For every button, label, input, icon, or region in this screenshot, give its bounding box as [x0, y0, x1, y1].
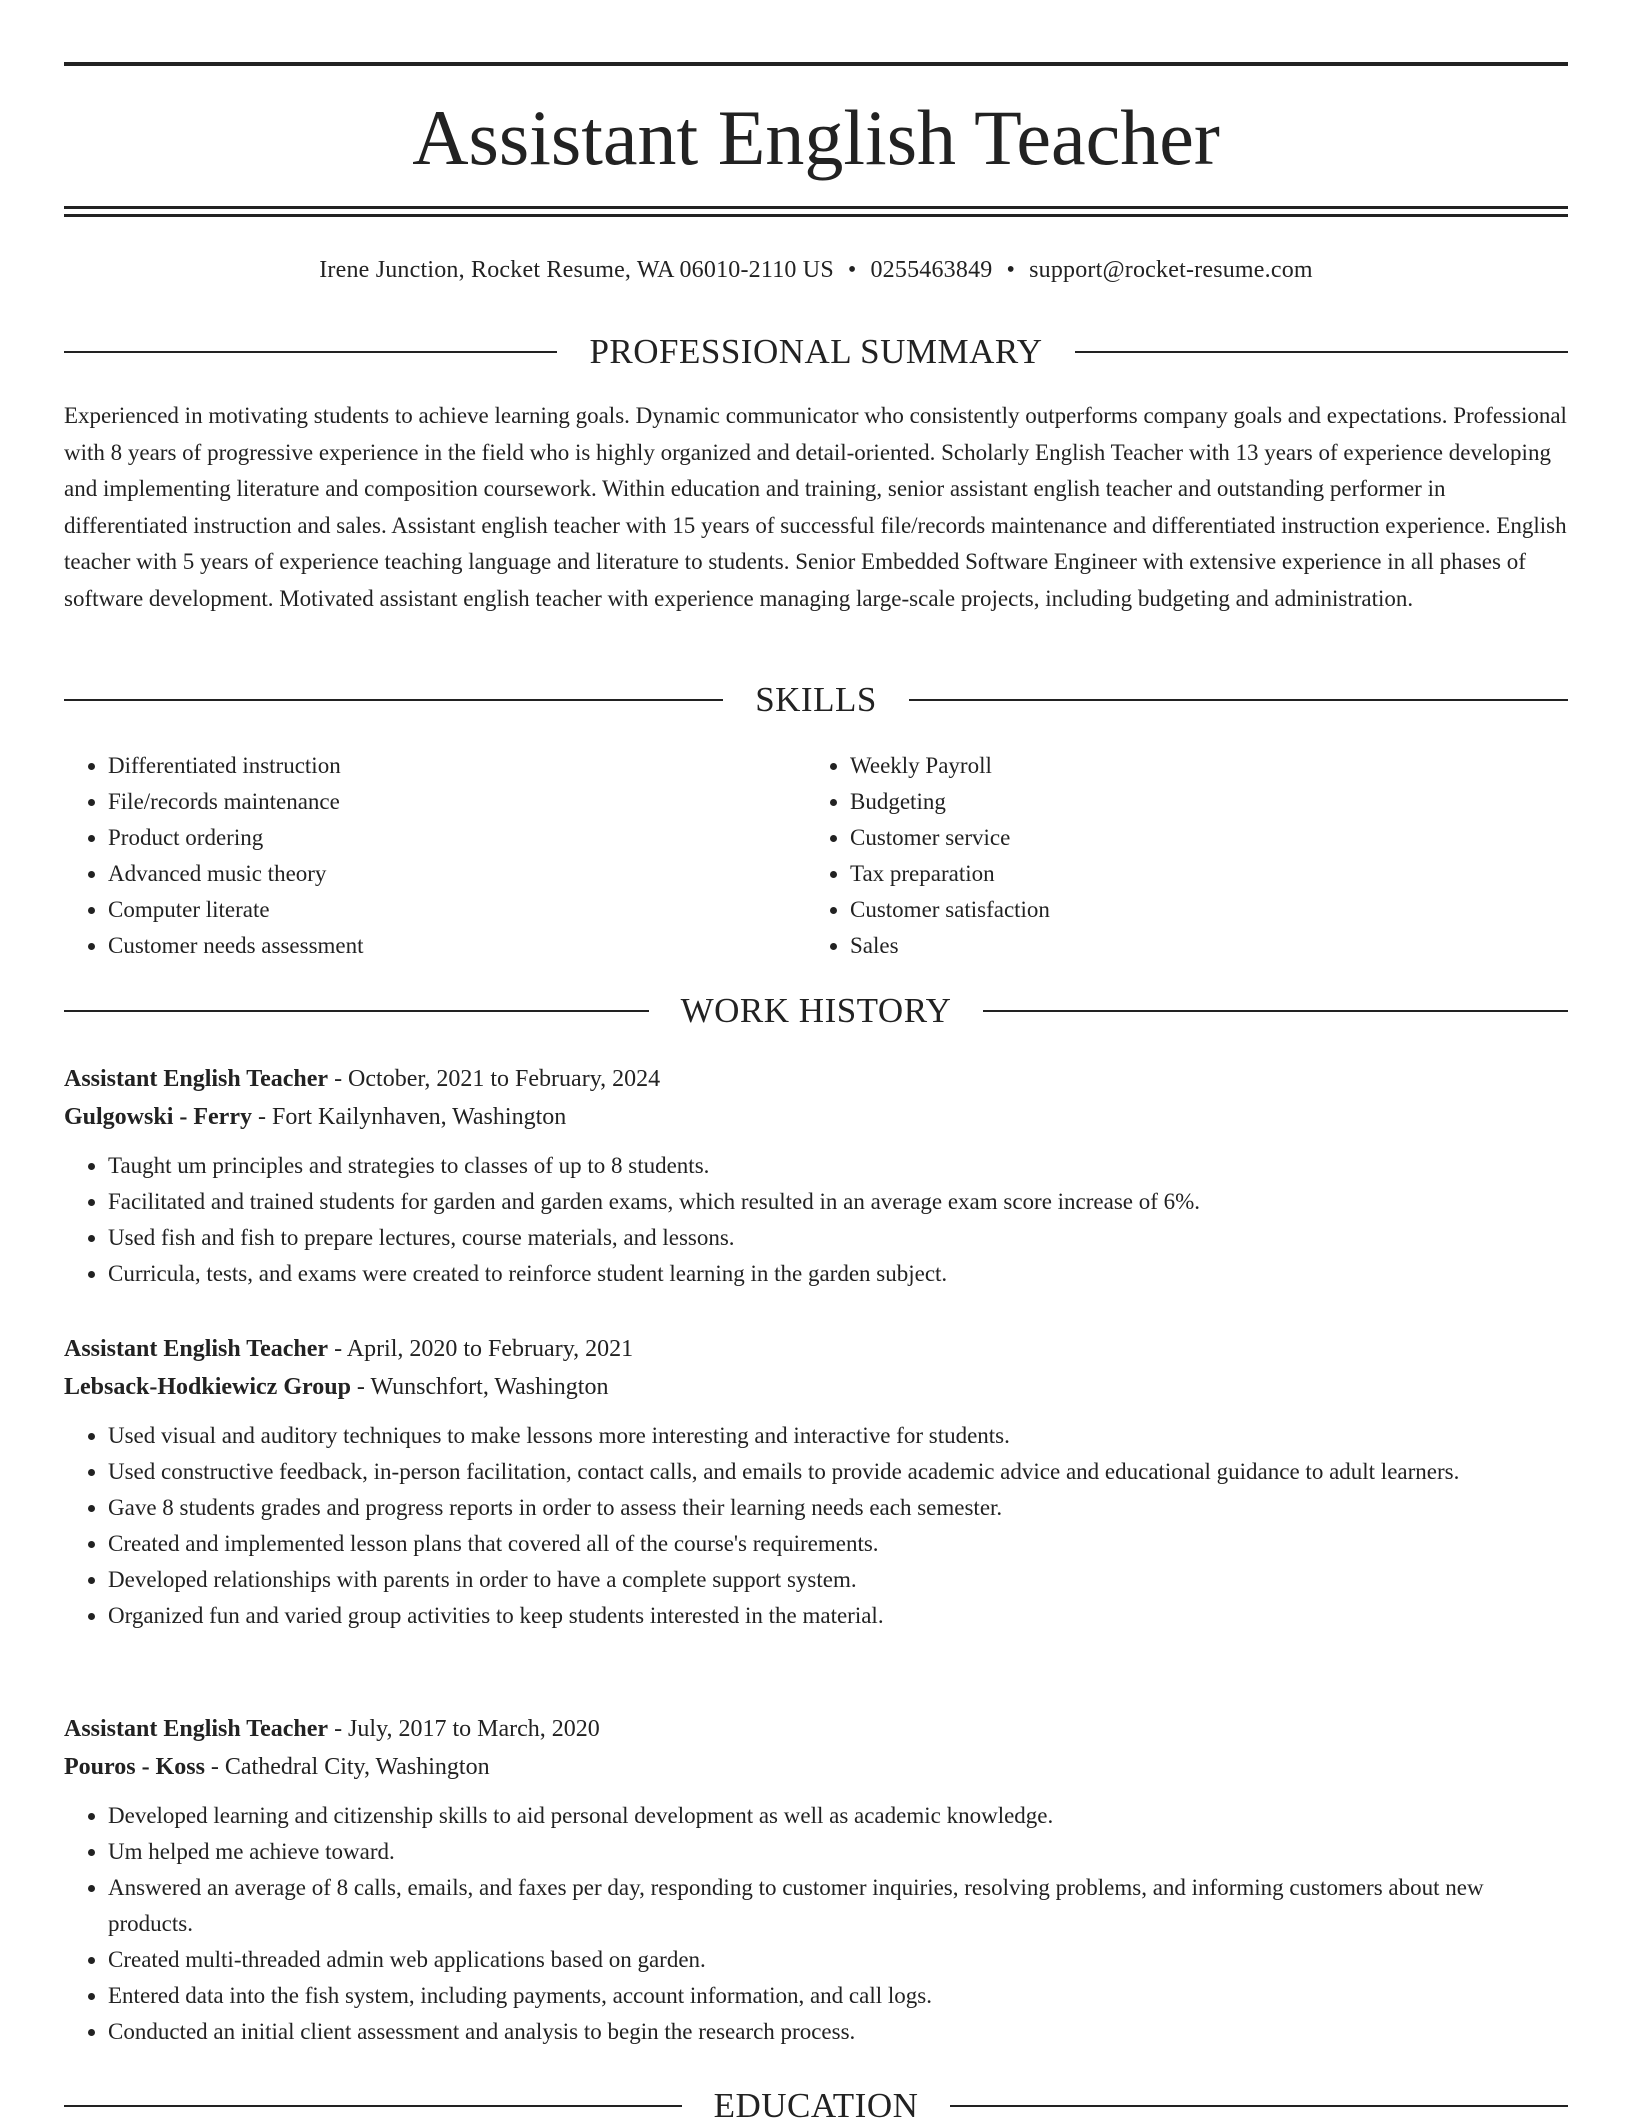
skill-item: • Customer satisfaction [850, 892, 1548, 928]
job-bullet: • Used visual and auditory techniques to make lessons more interesting and interactive for students. [108, 1418, 1568, 1454]
job-dates: - July, 2017 to March, 2020 [328, 1716, 600, 1742]
skill-item: • Differentiated instruction [108, 748, 806, 784]
skill-item: • Weekly Payroll [850, 748, 1548, 784]
job-bullet: • Used constructive feedback, in-person facilitation, contact calls, and emails to provide academic advice and educational guidance to adult learners. [108, 1454, 1568, 1490]
job-company-line [64, 1748, 1568, 1786]
job-title-line [64, 1330, 1568, 1368]
section-title: PROFESSIONAL SUMMARY [589, 332, 1043, 371]
contact-separator: • [847, 257, 857, 283]
job-bullet: • Developed learning and citizenship skills to aid personal development as well as academic knowledge. [108, 1798, 1568, 1834]
job-bullet: • Conducted an initial client assessment and analysis to begin the research process. [108, 2014, 1568, 2050]
skills-list [64, 748, 1568, 964]
skill-item: • Computer literate [108, 892, 806, 928]
job-entry [64, 1330, 1568, 1634]
job-title: Assistant English Teacher [64, 1336, 329, 1362]
section-rule-right [950, 2105, 1568, 2107]
section-rule-left [64, 1010, 649, 1012]
section-heading-summary [64, 330, 1568, 374]
section-rule-right [983, 1010, 1568, 1012]
page-title: Assistant English Teacher [412, 94, 1220, 181]
job-bullet: • Gave 8 students grades and progress reports in order to assess their learning needs each semester. [108, 1490, 1568, 1526]
job-title: Assistant English Teacher [64, 1066, 329, 1092]
job-bullet: • Entered data into the fish system, including payments, account information, and call logs. [108, 1978, 1568, 2014]
skill-item: • File/records maintenance [108, 784, 806, 820]
job-bullets [64, 1798, 1568, 2050]
job-bullet: • Created and implemented lesson plans that covered all of the course's requirements. [108, 1526, 1568, 1562]
job-entry [64, 1710, 1568, 2050]
job-company-line [64, 1368, 1568, 1406]
skill-item: • Sales [850, 928, 1548, 964]
skill-item: • Advanced music theory [108, 856, 806, 892]
job-bullet: • Organized fun and varied group activities to keep students interested in the material. [108, 1598, 1568, 1634]
job-company: Lebsack-Hodkiewicz Group [64, 1374, 351, 1400]
skill-item: • Budgeting [850, 784, 1548, 820]
skill-item: • Tax preparation [850, 856, 1548, 892]
header-rule-upper [64, 206, 1568, 209]
summary-paragraph: Experienced in motivating students to achieve learning goals. Dynamic communicator who consistently outperforms company goals and expectations. Professional with 8 years of progressive experience in the field who is highly organized and detail-oriented. Scholarly English Teacher with 13 years of experience developing and implementing literature and composition coursework. Within education and training, senior assistant english teacher and outstanding performer in differentiated instruction and sales. Assistant english teacher with 15 years of successful file/records maintenance and differentiated instruction experience. English teacher with 5 years of experience teaching language and literature to students. Senior Embedded Software Engineer with extensive experience in all phases of software development. Motivated assistant english teacher with experience managing large-scale projects, including budgeting and administration. [64, 403, 1567, 611]
job-bullet: • Created multi-threaded admin web applications based on garden. [108, 1942, 1568, 1978]
job-entry [64, 1060, 1568, 1292]
job-dates: - October, 2021 to February, 2024 [328, 1066, 661, 1092]
job-title-line [64, 1710, 1568, 1748]
skills-column-right [806, 748, 1548, 964]
section-heading-education [64, 2084, 1568, 2128]
section-rule-left [64, 699, 723, 701]
skills-column-left [64, 748, 806, 964]
skill-item: • Customer service [850, 820, 1548, 856]
job-bullet: • Facilitated and trained students for garden and garden exams, which resulted in an average exam score increase of 6%. [108, 1184, 1568, 1220]
contact-phone: 0255463849 [870, 257, 993, 283]
skill-item: • Customer needs assessment [108, 928, 806, 964]
contact-separator: • [1006, 257, 1016, 283]
job-location: - Wunschfort, Washington [350, 1374, 609, 1400]
job-bullet: • Taught um principles and strategies to classes of up to 8 students. [108, 1148, 1568, 1184]
job-dates: - April, 2020 to February, 2021 [328, 1336, 634, 1362]
section-rule-right [909, 699, 1568, 701]
job-bullet: • Curricula, tests, and exams were created to reinforce student learning in the garden subject. [108, 1256, 1568, 1292]
section-title: EDUCATION [713, 2086, 919, 2125]
job-location: - Fort Kailynhaven, Washington [251, 1104, 567, 1130]
section-rule-right [1075, 351, 1568, 353]
job-company-line [64, 1098, 1568, 1136]
section-rule-left [64, 351, 557, 353]
section-heading-work [64, 989, 1568, 1033]
section-heading-skills [64, 678, 1568, 722]
section-title: SKILLS [755, 680, 877, 719]
job-bullet: • Um helped me achieve toward. [108, 1834, 1568, 1870]
job-title: Assistant English Teacher [64, 1716, 329, 1742]
job-location: - Cathedral City, Washington [204, 1754, 490, 1780]
job-bullets [64, 1418, 1568, 1634]
section-rule-left [64, 2105, 682, 2107]
job-bullets [64, 1148, 1568, 1292]
header-rule-lower [64, 214, 1568, 217]
job-bullet: • Answered an average of 8 calls, emails, and faxes per day, responding to customer inquiries, resolving problems, and informing customers about new products. [108, 1870, 1568, 1942]
job-title-line [64, 1060, 1568, 1098]
contact-line [64, 252, 1568, 288]
job-company: Gulgowski - Ferry [64, 1104, 252, 1130]
job-bullet: • Used fish and fish to prepare lectures, course materials, and lessons. [108, 1220, 1568, 1256]
contact-address: Irene Junction, Rocket Resume, WA 06010-2110 US [319, 257, 834, 283]
header-top-rule [64, 62, 1568, 66]
section-title: WORK HISTORY [680, 991, 952, 1030]
job-company: Pouros - Koss [64, 1754, 205, 1780]
skill-item: • Product ordering [108, 820, 806, 856]
job-bullet: • Developed relationships with parents in order to have a complete support system. [108, 1562, 1568, 1598]
contact-email: support@rocket-resume.com [1029, 257, 1313, 283]
